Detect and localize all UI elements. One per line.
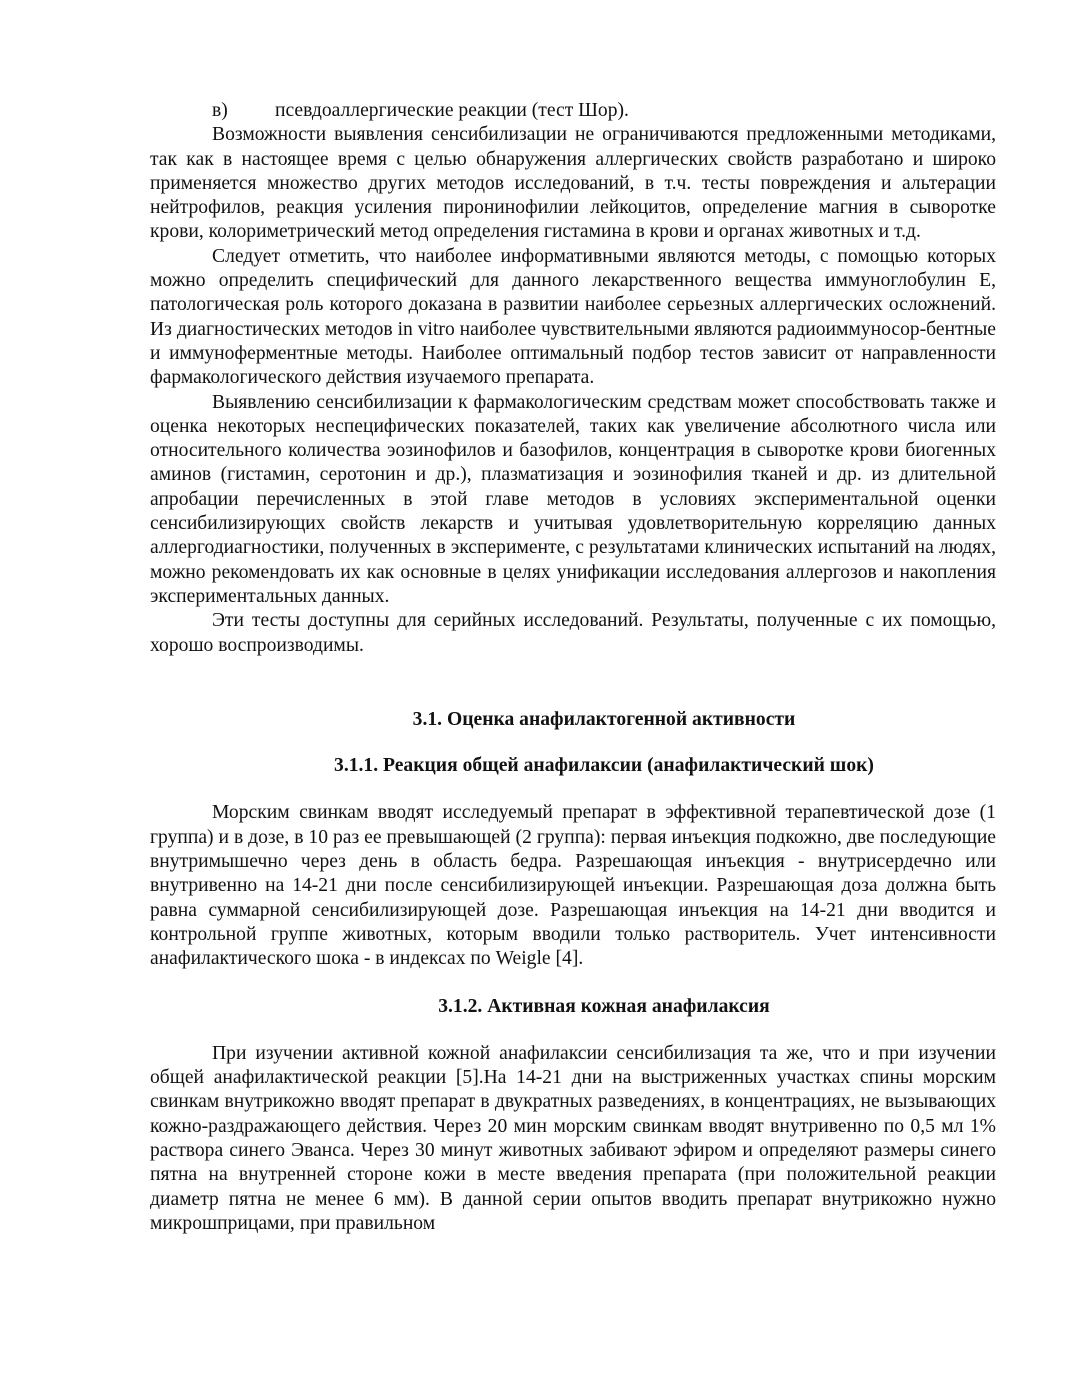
paragraph-sensitization-methods: Возможности выявления сенсибилизации не ограничиваются предложенными методиками, так как в настоящее время с целью обнаружения аллергических свойств разработано и широко применяется множество других методов исследований, в т.ч. тесты повреждения и альтерации нейтрофилов, реакция усиления пиронинофилии лейкоцитов, определение магния в сыворотке крови, колориметрический метод определения гистамина в крови и органах животных и т.д. <box>150 124 996 243</box>
list-item-text: псевдоаллергические реакции (тест Шор). <box>275 100 629 121</box>
paragraph-nonspecific-indicators: Выявлению сенсибилизации к фармакологическим средствам может способствовать также и оценка некоторых неспецифических показателей, таких как увеличение абсолютного числа или относительного количества эозинофилов и базофилов, концентрация в сыворотке крови биогенных аминов (гистамин, серотонин и др.), плазматизация и эозинофилия тканей и др. из длительной апробации перечисленных в этой главе методов в условиях экспериментальной оценки сенсибилизирующих свойств лекарств и учитывая удовлетворительную корреляцию данных аллергодиагностики, полученных в эксперименте, с результатами клинических испытаний на людях, можно рекомендовать их как основные в целях унификации исследования аллергозов и накопления экспериментальных данных. <box>150 391 996 607</box>
section-heading-3-1: 3.1. Оценка анафилактогенной активности <box>412 708 796 730</box>
list-item-v <box>150 99 996 123</box>
spacer <box>150 972 996 995</box>
spacer <box>150 778 996 801</box>
paragraph-general-anaphylaxis: Морским свинкам вводят исследуемый препарат в эффективной терапевтической дозе (1 группа) и в дозе, в 10 раз ее превышающей (2 группа): первая инъекция подкожно, две последующие внутримышечно через день в область бедра. Разрешающая инъекция - внутрисердечно или внутривенно на 14-21 дни после сенсибилизирующей инъекции. Разрешающая доза должна быть равна суммарной сенсибилизирующей дозе. Разрешающая инъекция на 14-21 дни вводится и контрольной группе животных, которым вводили только растворитель. Учет интенсивности анафилактического шока - в индексах по Weigle [4]. <box>150 802 996 970</box>
section-heading-3-1-1: 3.1.1. Реакция общей анафилаксии (анафилактический шок) <box>334 755 874 777</box>
paragraph-tests-available: Эти тесты доступны для серийных исследований. Результаты, полученные с их помощью, хорошо воспроизводимы. <box>150 610 996 656</box>
document-page <box>150 99 996 1236</box>
section-heading-3-1-2: 3.1.2. Активная кожная анафилаксия <box>438 995 770 1017</box>
list-marker: в) <box>212 100 228 121</box>
paragraph-active-skin-anaphylaxis: При изучении активной кожной анафилаксии сенсибилизация та же, что и при изучении общей анафилактической реакции [5].На 14-21 дни на выстриженных участках спины морским свинкам внутрикожно вводят препарат в двукратных разведениях, в концентрациях, не вызывающих кожно-раздражающего действия. Через 20 мин морским свинкам вводят внутривенно по 0,5 мл 1% раствора синего Эванса. Через 30 минут животных забивают эфиром и определяют размеры синего пятна на внутренней стороне кожи в месте введения препарата (при положительной реакции диаметр пятна не менее 6 мм). В данной серии опытов вводить препарат внутрикожно нужно микрошприцами, при правильном <box>150 1042 996 1234</box>
spacer <box>150 658 996 708</box>
spacer <box>150 732 996 754</box>
paragraph-informative-methods: Следует отметить, что наиболее информативными являются методы, с помощью которых можно определить специфический для данного лекарственного вещества иммуноглобулин Е, патологическая роль которого доказана в развитии наиболее серьезных аллергических осложнений. Из диагностических методов in vitro наиболее чувствительными являются радиоиммуносор-бентные и иммуноферментные методы. Наиболее оптимальный подбор тестов зависит от направленности фармакологического действия изучаемого препарата. <box>150 245 996 389</box>
spacer <box>150 1019 996 1042</box>
